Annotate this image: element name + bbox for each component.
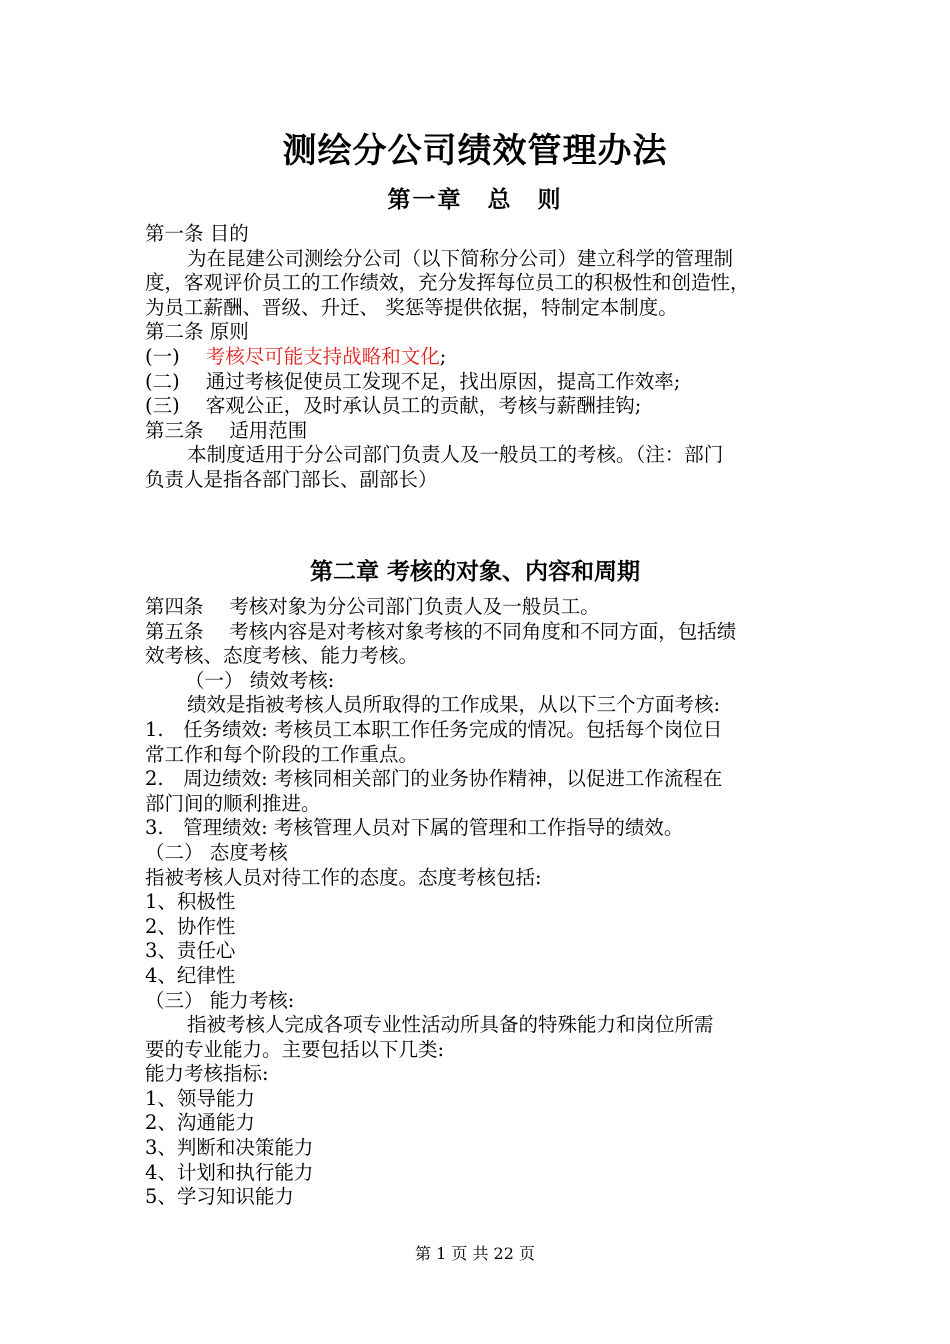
paragraph-line <box>145 419 820 444</box>
line-text: 第三条 适用范围 <box>145 418 308 442</box>
paragraph-line <box>145 1013 820 1038</box>
line-text: 4、计划和执行能力 <box>145 1160 314 1184</box>
chapter-2-body <box>145 595 820 1210</box>
highlighted-text: 考核尽可能支持战略和文化 <box>205 344 440 368</box>
paragraph-line <box>145 595 820 620</box>
list-marker: (三) <box>145 394 180 418</box>
paragraph-line <box>145 1136 820 1161</box>
paragraph-line <box>145 915 820 940</box>
paragraph-line <box>145 370 820 395</box>
line-text: （一） 绩效考核: <box>185 668 335 692</box>
paragraph-line <box>145 247 820 272</box>
line-text: 2、沟通能力 <box>145 1111 255 1135</box>
paragraph-line <box>145 718 820 743</box>
paragraph-line <box>145 1087 820 1112</box>
line-text: 常工作和每个阶段的工作重点。 <box>145 742 419 766</box>
paragraph-line <box>145 792 820 817</box>
paragraph-line <box>145 1038 820 1063</box>
paragraph-line <box>145 890 820 915</box>
line-text: 第二条 原则 <box>145 320 249 344</box>
paragraph-line <box>145 866 820 891</box>
line-text: 1、积极性 <box>145 890 236 914</box>
chapter-1-body <box>145 222 820 493</box>
paragraph-line <box>145 394 820 419</box>
line-text: 通过考核促使员工发现不足，找出原因，提高工作效率; <box>205 369 681 393</box>
paragraph-line <box>145 989 820 1014</box>
paragraph-line <box>145 644 820 669</box>
line-text: 3、判断和决策能力 <box>145 1136 314 1160</box>
paragraph-line <box>145 693 820 718</box>
paragraph-line <box>145 620 820 645</box>
line-text: （二） 态度考核 <box>145 840 288 864</box>
line-text: 负责人是指各部门部长、副部长） <box>145 467 438 491</box>
paragraph-line <box>145 1062 820 1087</box>
line-text: 指被考核人完成各项专业性活动所具备的特殊能力和岗位所需 <box>187 1013 714 1037</box>
line-text: 指被考核人员对待工作的态度。态度考核包括: <box>145 865 542 889</box>
line-text: 2. 周边绩效: 考核同相关部门的业务协作精神，以促进工作流程在 <box>145 767 723 791</box>
line-text: 4、纪律性 <box>145 963 236 987</box>
paragraph-line <box>145 669 820 694</box>
chapter-1-heading: 第一章 总 则 <box>387 186 563 213</box>
line-text: 要的专业能力。主要包括以下几类: <box>145 1037 445 1061</box>
line-text: 3. 管理绩效: 考核管理人员对下属的管理和工作指导的绩效。 <box>145 816 684 840</box>
line-text: 度，客观评价员工的工作绩效，充分发挥每位员工的积极性和创造性， <box>145 271 750 295</box>
line-text: 为在昆建公司测绘分公司（以下简称分公司）建立科学的管理制 <box>187 246 734 270</box>
line-text: 绩效是指被考核人员所取得的工作成果，从以下三个方面考核: <box>187 693 721 717</box>
line-text: （三） 能力考核: <box>145 988 295 1012</box>
paragraph-line <box>145 841 820 866</box>
line-suffix: ; <box>439 344 447 368</box>
paragraph-line <box>145 271 820 296</box>
paragraph-line <box>145 345 820 370</box>
line-text: 1、领导能力 <box>145 1086 255 1110</box>
paragraph-line <box>145 468 820 493</box>
chapter-2-heading: 第二章 考核的对象、内容和周期 <box>309 558 640 585</box>
paragraph-line <box>145 222 820 247</box>
line-text: 客观公正，及时承认员工的贡献，考核与薪酬挂钩; <box>205 394 642 418</box>
page-footer: 第 1 页 共 22 页 <box>415 1244 535 1263</box>
paragraph-line <box>145 743 820 768</box>
paragraph-line <box>145 320 820 345</box>
line-text: 5、学习知识能力 <box>145 1185 294 1209</box>
paragraph-line <box>145 443 820 468</box>
line-text: 1. 任务绩效: 考核员工本职工作任务完成的情况。包括每个岗位日 <box>145 717 723 741</box>
paragraph-line <box>145 939 820 964</box>
line-text: 能力考核指标: <box>145 1062 269 1086</box>
line-text: 2、协作性 <box>145 914 236 938</box>
list-marker: (一) <box>145 344 180 368</box>
line-text: 效考核、态度考核、能力考核。 <box>145 644 419 668</box>
paragraph-line <box>145 767 820 792</box>
paragraph-line <box>145 964 820 989</box>
line-text: 部门间的顺利推进。 <box>145 791 321 815</box>
paragraph-line <box>145 1161 820 1186</box>
line-text: 第四条 考核对象为分公司部门负责人及一般员工。 <box>145 595 600 618</box>
line-text: 第五条 考核内容是对考核对象考核的不同角度和不同方面，包括绩 <box>145 619 737 643</box>
line-text: 第一条 目的 <box>145 222 249 245</box>
paragraph-line <box>145 816 820 841</box>
paragraph-line <box>145 296 820 321</box>
paragraph-line <box>145 1111 820 1136</box>
line-text: 为员工薪酬、晋级、升迁、 奖惩等提供依据，特制定本制度。 <box>145 295 678 319</box>
line-text: 3、责任心 <box>145 939 236 963</box>
list-marker: (二) <box>145 369 180 393</box>
paragraph-line <box>145 1185 820 1210</box>
line-text: 本制度适用于分公司部门负责人及一般员工的考核。（注：部门 <box>187 443 724 467</box>
document-title: 测绘分公司绩效管理办法 <box>282 131 668 171</box>
